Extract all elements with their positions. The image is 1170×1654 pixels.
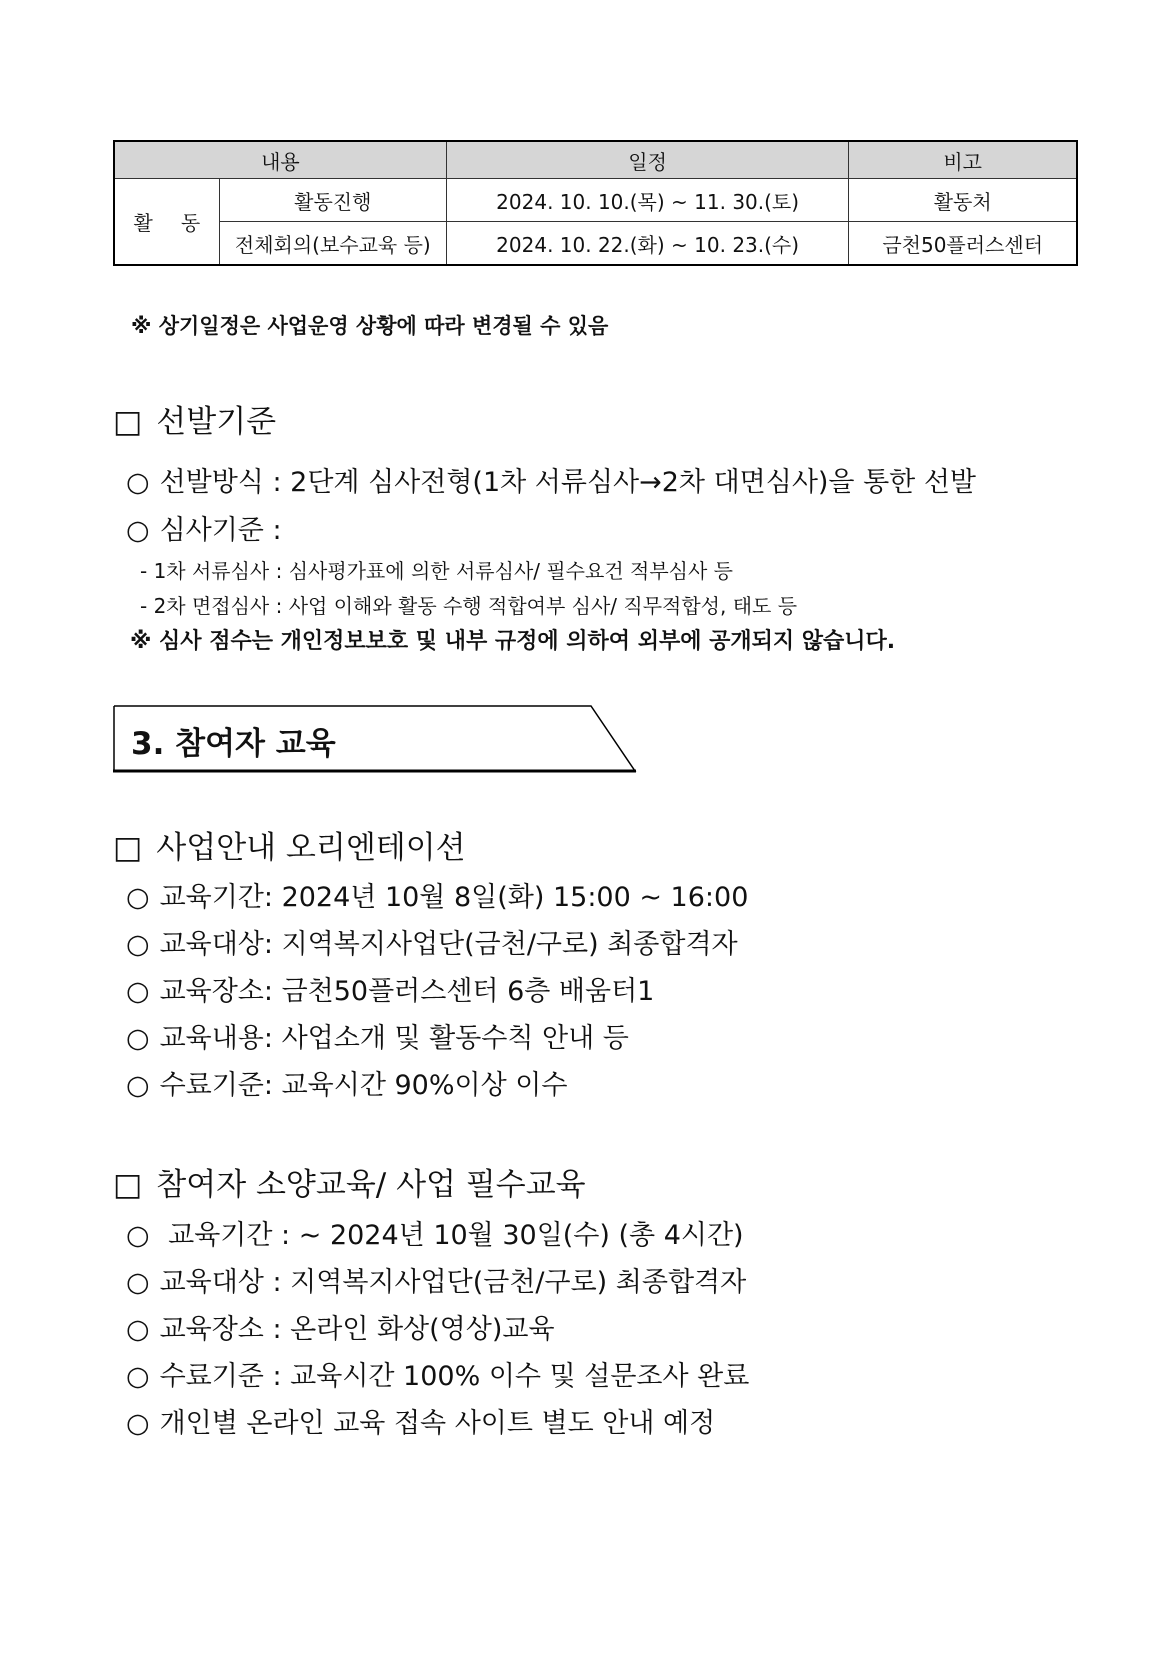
circle-bullet-icon: ○ xyxy=(126,1070,150,1101)
activity-group-cell xyxy=(114,179,219,266)
schedule-note: ※ 상기일정은 사업운영 상황에 따라 변경될 수 있음 xyxy=(131,314,609,338)
list-item-text: 교육장소 : 온라인 화상(영상)교육 xyxy=(159,1314,555,1345)
criteria-sub-1: - 1차 서류심사 : 심사평가표에 의한 서류심사/ 필수요건 적부심사 등 xyxy=(140,559,733,583)
group-label-char: 동 xyxy=(180,211,201,235)
list-item-text: 교육대상: 지역복지사업단(금천/구로) 최종합격자 xyxy=(159,929,738,960)
training-heading-text: 참여자 소양교육/ 사업 필수교육 xyxy=(156,1167,586,1203)
circle-bullet-icon: ○ xyxy=(126,1314,150,1345)
circle-bullet-icon: ○ xyxy=(126,882,150,913)
selection-criteria-text: 심사기준 : xyxy=(159,515,282,546)
row-item: 전체회의(보수교육 등) xyxy=(219,222,446,266)
header-remarks: 비고 xyxy=(849,141,1077,179)
section-3-title: 3. 참여자 교육 xyxy=(131,726,336,762)
selection-heading-text: 선발기준 xyxy=(156,404,277,440)
checkbox-square-icon: □ xyxy=(113,830,143,866)
table-row xyxy=(114,179,1077,222)
row-schedule: 2024. 10. 22.(화) ~ 10. 23.(수) xyxy=(446,222,848,266)
score-privacy-note: ※ 심사 점수는 개인정보보호 및 내부 규정에 의하여 외부에 공개되지 않습니다. xyxy=(130,629,896,654)
header-schedule: 일정 xyxy=(446,141,848,179)
training-heading xyxy=(113,1159,586,1204)
row-note: 금천50플러스센터 xyxy=(849,222,1077,266)
list-item-text: 교육대상 : 지역복지사업단(금천/구로) 최종합격자 xyxy=(159,1267,747,1298)
list-item xyxy=(126,1401,715,1440)
list-item-text: 개인별 온라인 교육 접속 사이트 별도 안내 예정 xyxy=(159,1408,716,1439)
list-item xyxy=(126,1354,749,1393)
criteria-sub-2: - 2차 면접심사 : 사업 이해와 활동 수행 적합여부 심사/ 직무적합성, 태도 등 xyxy=(140,594,798,618)
checkbox-square-icon: □ xyxy=(113,404,143,440)
list-item xyxy=(126,922,738,961)
list-item xyxy=(126,875,748,914)
circle-bullet-icon: ○ xyxy=(126,929,150,960)
section-3-banner xyxy=(113,705,638,773)
orientation-heading-text: 사업안내 오리엔테이션 xyxy=(156,830,466,866)
table-header-row xyxy=(114,141,1077,179)
circle-bullet-icon: ○ xyxy=(126,1408,150,1439)
selection-heading xyxy=(113,396,276,441)
list-item-text: 교육기간: 2024년 10월 8일(화) 15:00 ~ 16:00 xyxy=(159,882,749,913)
list-item xyxy=(126,1016,629,1055)
list-item xyxy=(126,1307,555,1346)
header-content: 내용 xyxy=(114,141,446,179)
row-schedule: 2024. 10. 10.(목) ~ 11. 30.(토) xyxy=(446,179,848,222)
list-item xyxy=(126,1260,746,1299)
circle-bullet-icon: ○ xyxy=(126,976,150,1007)
selection-method xyxy=(126,460,976,499)
selection-method-text: 선발방식 : 2단계 심사전형(1차 서류심사→2차 대면심사)을 통한 선발 xyxy=(159,467,977,498)
circle-bullet-icon: ○ xyxy=(126,515,150,546)
circle-bullet-icon: ○ xyxy=(126,1361,150,1392)
row-item: 활동진행 xyxy=(219,179,446,222)
circle-bullet-icon: ○ xyxy=(126,1267,150,1298)
list-item xyxy=(126,1213,744,1252)
schedule-table xyxy=(113,140,1078,266)
list-item xyxy=(126,969,654,1008)
table-row xyxy=(114,222,1077,266)
list-item-text: 교육기간 : ~ 2024년 10월 30일(수) (총 4시간) xyxy=(159,1220,744,1251)
checkbox-square-icon: □ xyxy=(113,1167,143,1203)
circle-bullet-icon: ○ xyxy=(126,1023,150,1054)
row-note: 활동처 xyxy=(849,179,1077,222)
circle-bullet-icon: ○ xyxy=(126,467,150,498)
group-label-char: 활 xyxy=(133,211,153,235)
list-item-text: 교육내용: 사업소개 및 활동수칙 안내 등 xyxy=(159,1023,629,1054)
orientation-heading xyxy=(113,822,466,867)
circle-bullet-icon: ○ xyxy=(126,1220,150,1251)
list-item xyxy=(126,1063,567,1102)
list-item-text: 교육장소: 금천50플러스센터 6층 배움터1 xyxy=(159,976,655,1007)
list-item-text: 수료기준 : 교육시간 100% 이수 및 설문조사 완료 xyxy=(159,1361,750,1392)
selection-criteria xyxy=(126,508,282,547)
list-item-text: 수료기준: 교육시간 90%이상 이수 xyxy=(159,1070,568,1101)
